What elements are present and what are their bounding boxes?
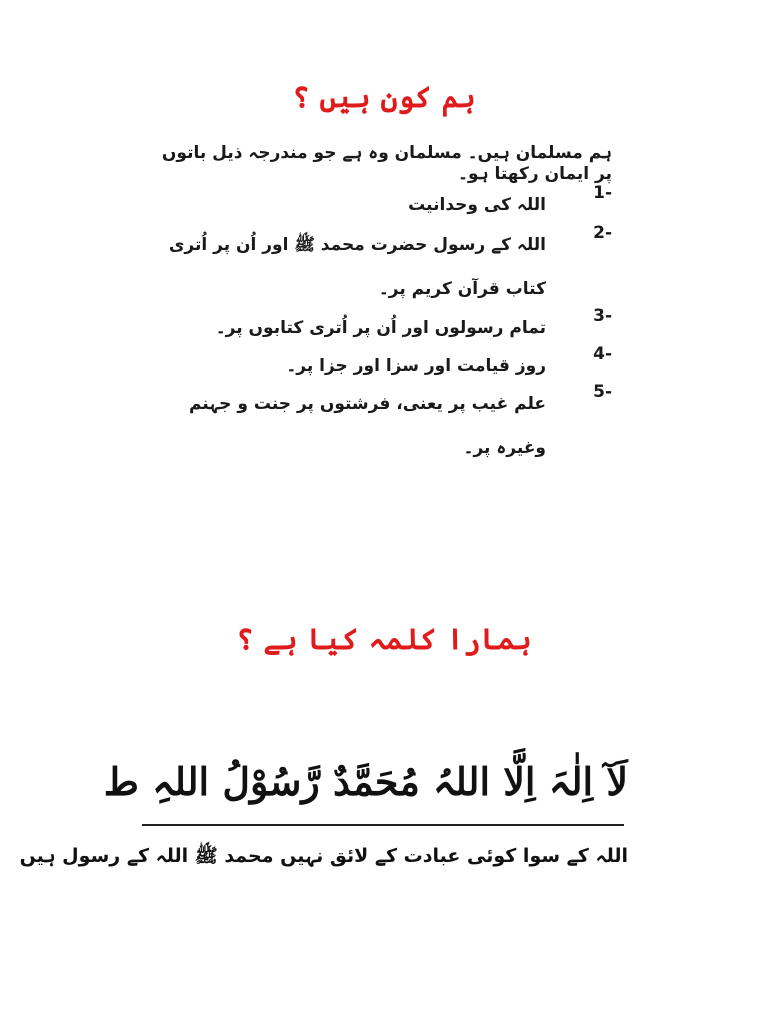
page-heading-who-are-we: ہم کون ہیں ؟ <box>292 80 476 114</box>
section-heading-our-kalima: ہمارا کلمہ کیا ہے ؟ <box>236 622 532 656</box>
list-item-number: 5- <box>593 382 612 402</box>
kalima-translation-text: اللہ کے سوا کوئی عبادت کے لائق نہیں محمد ﷺ اللہ کے رسول ہیں <box>19 845 628 867</box>
list-item-text: علم غیب پر یعنی، فرشتوں پر جنت و جہنم وغیرہ پر۔ <box>188 394 546 458</box>
intro-paragraph: ہم مسلمان ہیں۔ مسلمان وہ ہے جو مندرجہ ذیل باتوں پر ایمان رکھتا ہو۔ <box>161 143 612 184</box>
list-item-text: تمام رسولوں اور اُن پر اُتری کتابوں پر۔ <box>215 318 546 338</box>
kalima-arabic-text: لَآ اِلٰہَ اِلَّا اللہُ مُحَمَّدٌ رَّسُوْلُ اللہِ ط <box>103 759 628 804</box>
list-item-number: 1- <box>593 183 612 203</box>
kalima-image <box>19 728 628 888</box>
list-item-number: 3- <box>593 306 612 326</box>
divider <box>142 824 624 826</box>
list-item-text: اللہ کی وحدانیت <box>408 195 546 215</box>
list-item-number: 2- <box>593 223 612 243</box>
list-item-text: اللہ کے رسول حضرت محمد ﷺ اور اُن پر اُتری کتاب قرآن کریم پر۔ <box>168 235 546 299</box>
list-item-number: 4- <box>593 344 612 364</box>
list-item-text: روز قیامت اور سزا اور جزا پر۔ <box>286 356 546 376</box>
